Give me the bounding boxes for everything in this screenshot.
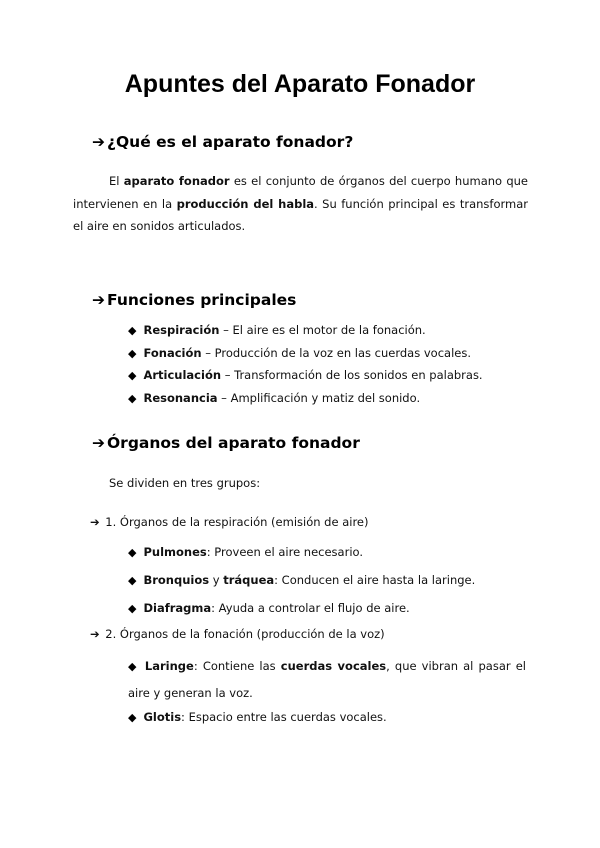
arrow-right-icon: ➔ (92, 133, 105, 151)
item-term: tráquea (223, 573, 275, 587)
group-label: 1. Órganos de la respiración (emisión de aire) (105, 515, 369, 529)
item-term: Diafragma (143, 601, 212, 615)
arrow-right-icon: ➔ (90, 515, 100, 529)
diamond-bullet-icon: ◆ (128, 324, 137, 337)
diamond-bullet-icon: ◆ (128, 391, 137, 405)
definition-paragraph (73, 170, 528, 238)
item-term: Respiración (143, 323, 220, 337)
item-term: Resonancia (143, 390, 218, 405)
item-desc: : Proveen el aire necesario. (206, 545, 364, 559)
item-term: Glotis (143, 710, 182, 724)
item-desc: – Producción de la voz en las cuerdas vocales. (201, 345, 471, 360)
group-heading-phonation (90, 627, 385, 641)
paragraph-text: es el conjunto de órganos del cuerpo humano que intervienen en la (73, 174, 529, 211)
groups-intro: Se dividen en tres grupos: (109, 476, 261, 490)
item-desc: y (209, 573, 224, 587)
list-item (128, 707, 387, 728)
bold-term: aparato fonador (123, 174, 230, 188)
item-desc: : Conducen el aire hasta la laringe. (274, 573, 476, 587)
bold-term: producción del habla (176, 196, 315, 211)
functions-list (128, 319, 483, 409)
list-item (128, 319, 483, 342)
diamond-bullet-icon: ◆ (128, 546, 137, 559)
item-term: cuerdas vocales (280, 659, 387, 673)
diamond-bullet-icon: ◆ (128, 346, 137, 360)
paragraph-text: . Su función principal es transformar el aire en sonidos articulados. (73, 196, 528, 233)
item-term: Articulación (143, 368, 222, 382)
item-term: Laringe (144, 659, 194, 673)
diamond-bullet-icon: ◆ (128, 660, 138, 673)
item-desc: , que vibran al pasar el aire y generan la voz. (128, 659, 526, 700)
list-item (128, 387, 483, 410)
item-term: Fonación (143, 345, 202, 360)
item-desc: : Ayuda a controlar el flujo de aire. (211, 601, 410, 615)
item-desc: : Espacio entre las cuerdas vocales. (181, 710, 387, 724)
arrow-right-icon: ➔ (90, 627, 100, 641)
section-heading-text: Funciones principales (107, 291, 297, 309)
diamond-bullet-icon: ◆ (128, 574, 137, 587)
list-item (128, 653, 526, 706)
diamond-bullet-icon: ◆ (128, 369, 137, 382)
item-desc: – Amplificación y matiz del sonido. (217, 390, 421, 405)
list-item (128, 570, 475, 591)
section-heading-text: ¿Qué es el aparato fonador? (107, 133, 354, 151)
item-desc: – Transformación de los sonidos en palabras. (221, 368, 483, 382)
item-desc: : Contiene las (193, 659, 281, 673)
group-label: 2. Órganos de la fonación (producción de la voz) (105, 627, 385, 641)
item-desc: – El aire es el motor de la fonación. (219, 323, 426, 337)
item-term: Bronquios (143, 573, 210, 587)
item-term: Pulmones (143, 545, 207, 559)
section-heading-what-is (92, 133, 353, 151)
section-heading-organs (92, 434, 360, 452)
list-item (128, 542, 363, 563)
diamond-bullet-icon: ◆ (128, 602, 137, 615)
arrow-right-icon: ➔ (92, 291, 105, 309)
list-item (128, 598, 410, 619)
list-item (128, 364, 483, 387)
group-heading-respiration (90, 515, 369, 529)
diamond-bullet-icon: ◆ (128, 711, 137, 724)
section-heading-functions (92, 291, 296, 309)
page-title: Apuntes del Aparato Fonador (124, 70, 476, 98)
section-heading-text: Órganos del aparato fonador (107, 434, 360, 452)
arrow-right-icon: ➔ (92, 434, 105, 452)
paragraph-text: El (109, 174, 124, 188)
list-item (128, 342, 483, 365)
